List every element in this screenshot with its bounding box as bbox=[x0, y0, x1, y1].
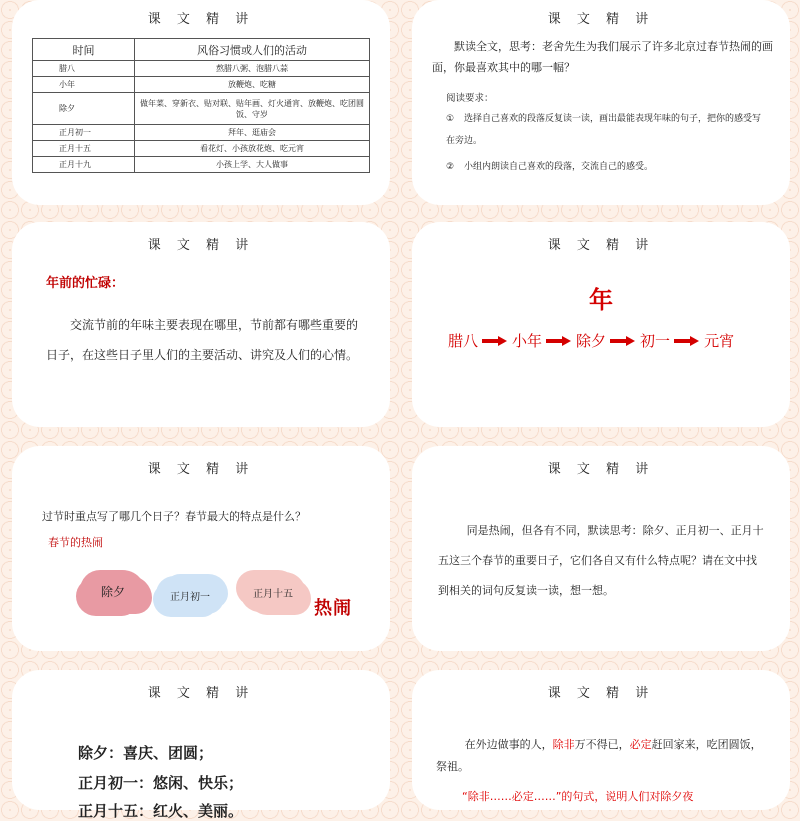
table-cell-time: 除夕 bbox=[33, 93, 135, 125]
table-row bbox=[33, 125, 370, 141]
slide-title: 课 文 精 讲 bbox=[147, 686, 255, 701]
slide-festival-days bbox=[12, 446, 390, 651]
question-text: 过节时重点写了哪几个日子？春节最大的特点是什么？ bbox=[42, 510, 306, 523]
slide-thinking-prompt bbox=[412, 446, 790, 651]
slide-title: 课 文 精 讲 bbox=[547, 12, 655, 27]
item-text: 小组内朗读自己喜欢的段落，交流自己的感受。 bbox=[464, 162, 654, 172]
body-paragraph: 交流节前的年味主要表现在哪里，节前都有哪些重要的日子，在这些日子里人们的主要活动、讲究及人们的心情。 bbox=[46, 318, 359, 362]
feature-line: 正月初一：悠闲、快乐； bbox=[78, 774, 244, 792]
year-character: 年 bbox=[589, 286, 613, 314]
timeline-step: 除夕 bbox=[576, 332, 607, 350]
table-cell-time: 腊八 bbox=[33, 61, 135, 77]
slide-title: 课 文 精 讲 bbox=[547, 462, 655, 477]
table-cell-activity: 做年菜、穿新衣、贴对联、贴年画、灯火通宵、放鞭炮、吃团圆饭、守岁 bbox=[135, 93, 370, 125]
slide-reading-task bbox=[412, 0, 790, 205]
arrow-right-icon bbox=[610, 336, 636, 346]
table-row bbox=[33, 77, 370, 93]
timeline-step: 元宵 bbox=[704, 332, 735, 350]
arrow-right-icon bbox=[482, 336, 508, 346]
feature-line: 正月十五：红火、美丽。 bbox=[78, 802, 244, 820]
slide-sentence-analysis bbox=[412, 670, 790, 810]
table-header-activities: 风俗习惯或人们的活动 bbox=[135, 39, 370, 61]
slide-pre-festival bbox=[12, 222, 390, 427]
table-cell-time: 小年 bbox=[33, 77, 135, 93]
highlight-word: 必定 bbox=[629, 738, 652, 751]
body-paragraph: 同是热闹，但各有不同，默读思考：除夕、正月初一、正月十五这三个春节的重要日子，它们各自又有什么特点呢？请在文中找到相关的词句反复读一读，想一想。 bbox=[438, 524, 764, 597]
item-number: ② bbox=[446, 162, 455, 172]
reading-requirements-label: 阅读要求： bbox=[446, 93, 494, 104]
text-segment: 万不得已， bbox=[574, 738, 630, 751]
section-heading: 年前的忙碌： bbox=[46, 276, 125, 291]
requirement-item bbox=[446, 108, 766, 152]
highlight-word: 除非 bbox=[552, 738, 575, 751]
slide-title: 课 文 精 讲 bbox=[147, 238, 255, 253]
text-segment: 赶回家来，吃团圆饭，祭祖。 bbox=[436, 738, 762, 773]
slide-day-features bbox=[12, 670, 390, 820]
subtitle: 春节的热闹 bbox=[48, 536, 103, 549]
timeline-step: 初一 bbox=[640, 332, 671, 350]
slide-title: 课 文 精 讲 bbox=[147, 12, 255, 27]
table-row bbox=[33, 93, 370, 125]
table-cell-activity: 看花灯、小孩放花炮、吃元宵 bbox=[135, 141, 370, 157]
slide-title: 课 文 精 讲 bbox=[547, 238, 655, 253]
item-text: 选择自己喜欢的段落反复读一读，画出最能表现年味的句子，把你的感受写在旁边。 bbox=[446, 114, 762, 146]
table-row bbox=[33, 61, 370, 77]
table-row bbox=[33, 157, 370, 173]
slide-title: 课 文 精 讲 bbox=[147, 462, 255, 477]
analysis-note: “除非……必定……”的句式，说明人们对除夕夜 bbox=[462, 790, 694, 803]
feature-line: 除夕：喜庆、团圆； bbox=[78, 744, 214, 762]
table-cell-activity: 熬腊八粥、泡腊八蒜 bbox=[135, 61, 370, 77]
arrow-right-icon bbox=[546, 336, 572, 346]
table-cell-time: 正月初一 bbox=[33, 125, 135, 141]
requirement-item bbox=[446, 156, 766, 178]
keyword-text: 热闹 bbox=[314, 598, 352, 619]
table-cell-time: 正月十五 bbox=[33, 141, 135, 157]
lead-paragraph: 默读全文，思考：老舍先生为我们展示了许多北京过春节热闹的画面，你最喜欢其中的哪一幅？ bbox=[432, 40, 773, 74]
cloud-badge: 正月初一 bbox=[156, 576, 224, 614]
cloud-badge: 正月十五 bbox=[240, 572, 306, 612]
festival-timeline bbox=[448, 330, 734, 351]
customs-table bbox=[32, 38, 370, 173]
slide-customs-table bbox=[12, 0, 390, 205]
timeline-step: 腊八 bbox=[448, 332, 479, 350]
timeline-step: 小年 bbox=[512, 332, 543, 350]
body-paragraph bbox=[436, 734, 768, 778]
table-header-time: 时间 bbox=[33, 39, 135, 61]
slide-title: 课 文 精 讲 bbox=[547, 686, 655, 701]
table-cell-activity: 拜年、逛庙会 bbox=[135, 125, 370, 141]
slide-timeline bbox=[412, 222, 790, 427]
text-segment: 在外边做事的人， bbox=[464, 738, 553, 751]
table-cell-activity: 放鞭炮、吃糖 bbox=[135, 77, 370, 93]
item-number: ① bbox=[446, 114, 455, 124]
table-row bbox=[33, 141, 370, 157]
table-cell-time: 正月十九 bbox=[33, 157, 135, 173]
arrow-right-icon bbox=[674, 336, 700, 346]
table-cell-activity: 小孩上学、大人做事 bbox=[135, 157, 370, 173]
cloud-badge: 除夕 bbox=[80, 570, 146, 612]
